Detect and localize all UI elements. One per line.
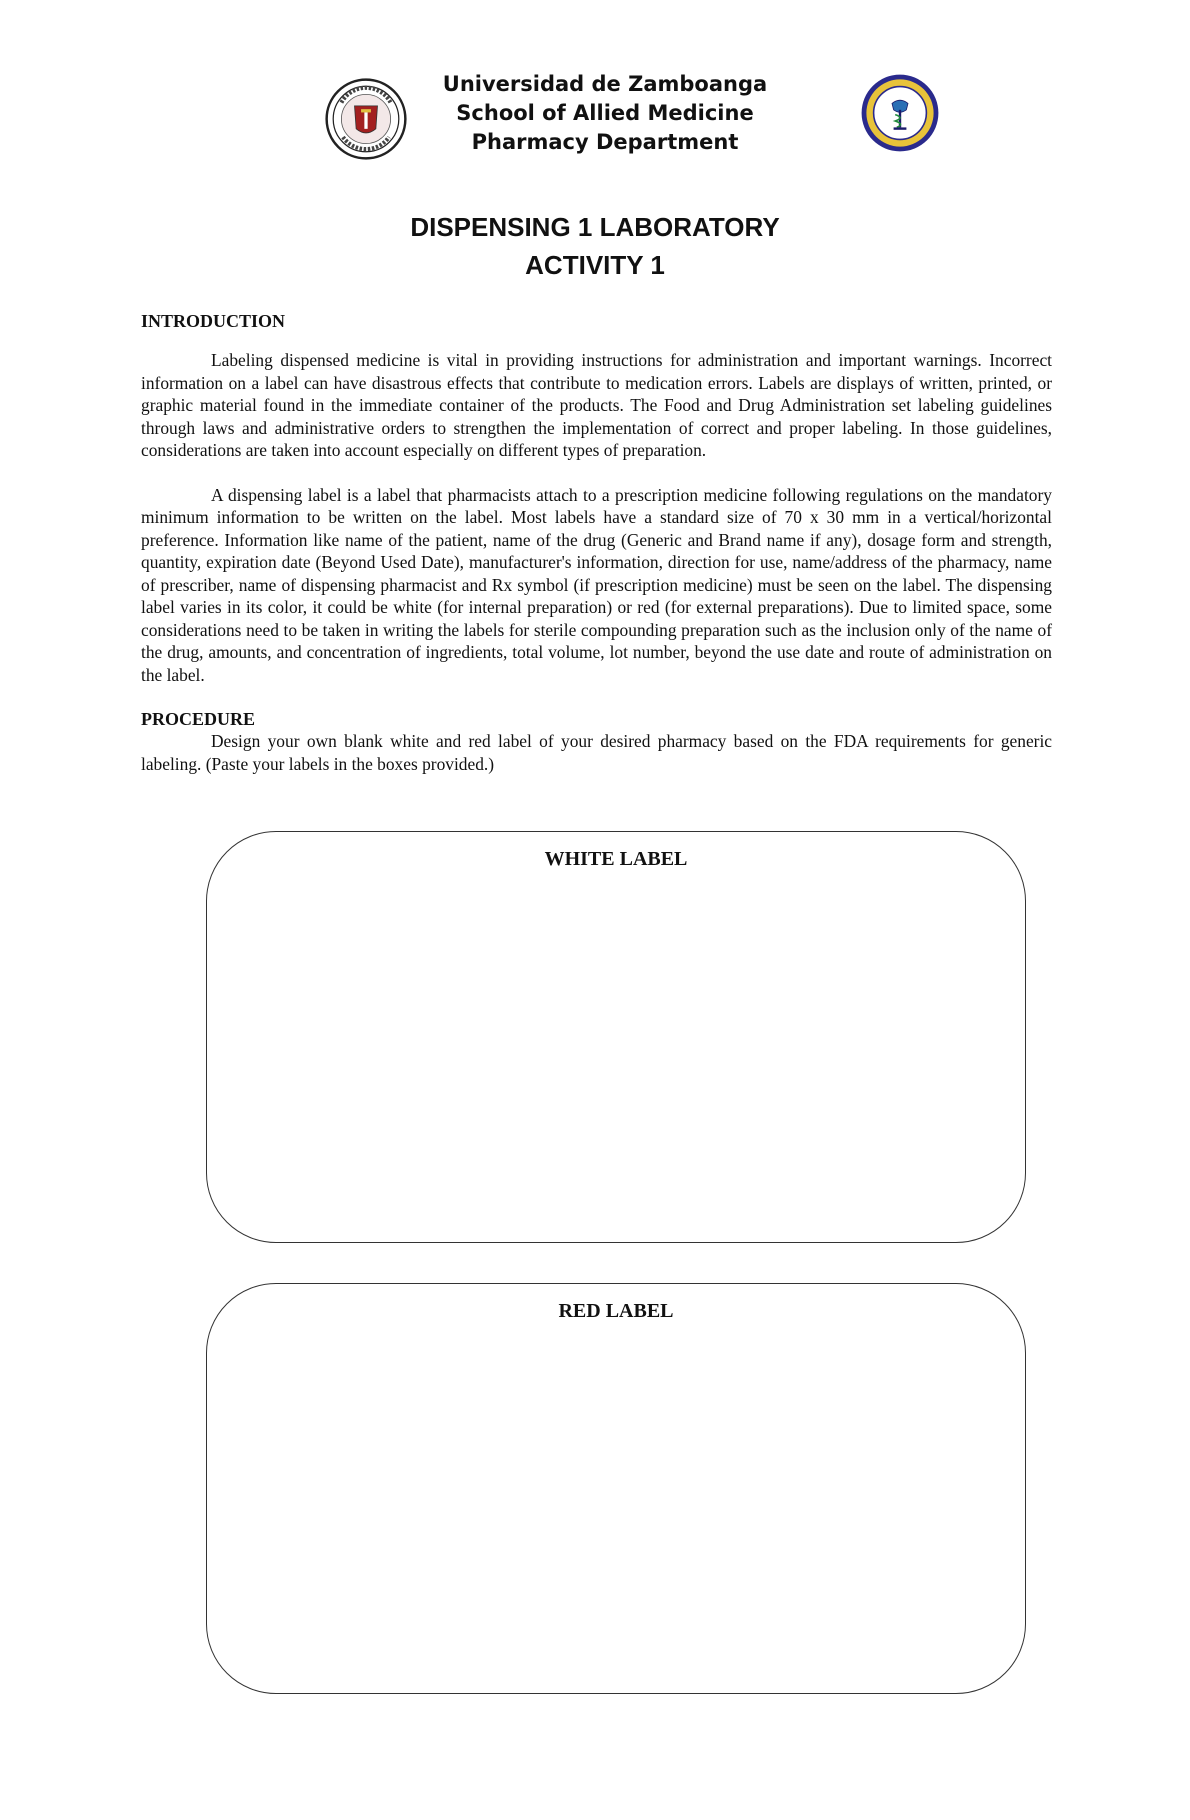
institution-name-block bbox=[405, 70, 805, 157]
title-line-2: ACTIVITY 1 bbox=[525, 250, 665, 280]
pharmacy-seal-icon bbox=[860, 73, 940, 153]
school-name: School of Allied Medicine bbox=[456, 101, 754, 125]
department-name: Pharmacy Department bbox=[471, 130, 739, 154]
white-label-box bbox=[206, 831, 1026, 1243]
red-label-title: RED LABEL bbox=[558, 1300, 674, 1322]
title-line-1: DISPENSING 1 LABORATORY bbox=[410, 212, 780, 242]
university-name: Universidad de Zamboanga bbox=[442, 72, 768, 96]
introduction-heading: INTRODUCTION bbox=[141, 311, 286, 331]
school-seal-icon bbox=[325, 78, 407, 160]
introduction-paragraph-2: A dispensing label is a label that pharmacists attach to a prescription medicine following regulations on the mandatory minimum information to be written on the label. Most labels have a standard size of 70 x 30 mm in a vertical/horizontal preference. Information like name of the patient, name of the drug (Generic and Brand name if any), dosage form and strength, quantity, expiration date (Beyond Used Date), manufacturer's information, direction for use, name/address of the pharmacy, name of prescriber, name of dispensing pharmacist and Rx symbol (if prescription medicine) must be seen on the label. The dispensing label varies in its color, it could be white (for internal preparation) or red (for external preparations). Due to limited space, some considerations need to be taken in writing the labels for sterile compounding preparation such as the inclusion only of the name of the drug, amounts, and concentration of ingredients, total volume, lot number, beyond the use date and route of administration on the label. bbox=[141, 484, 1052, 685]
red-label-box bbox=[206, 1283, 1026, 1694]
document-header bbox=[0, 70, 1190, 170]
introduction-paragraph-1: Labeling dispensed medicine is vital in providing instructions for administration and important warnings. Incorrect information on a label can have disastrous effects that contribute to medication errors. Labels are displays of written, printed, or graphic material found in the immediate container of the products. The Food and Drug Administration set labeling guidelines through laws and administrative orders to strengthen the implementation of correct and proper labeling. In those guidelines, considerations are taken into account especially on different types of preparation. bbox=[141, 350, 1052, 460]
procedure-paragraph: Design your own blank white and red label of your desired pharmacy based on the FDA requirements for generic labeling. (Paste your labels in the boxes provided.) bbox=[141, 731, 1052, 774]
white-label-title: WHITE LABEL bbox=[544, 848, 688, 870]
procedure-heading: PROCEDURE bbox=[141, 709, 256, 729]
document-body bbox=[141, 310, 1052, 775]
activity-title bbox=[0, 208, 1190, 284]
